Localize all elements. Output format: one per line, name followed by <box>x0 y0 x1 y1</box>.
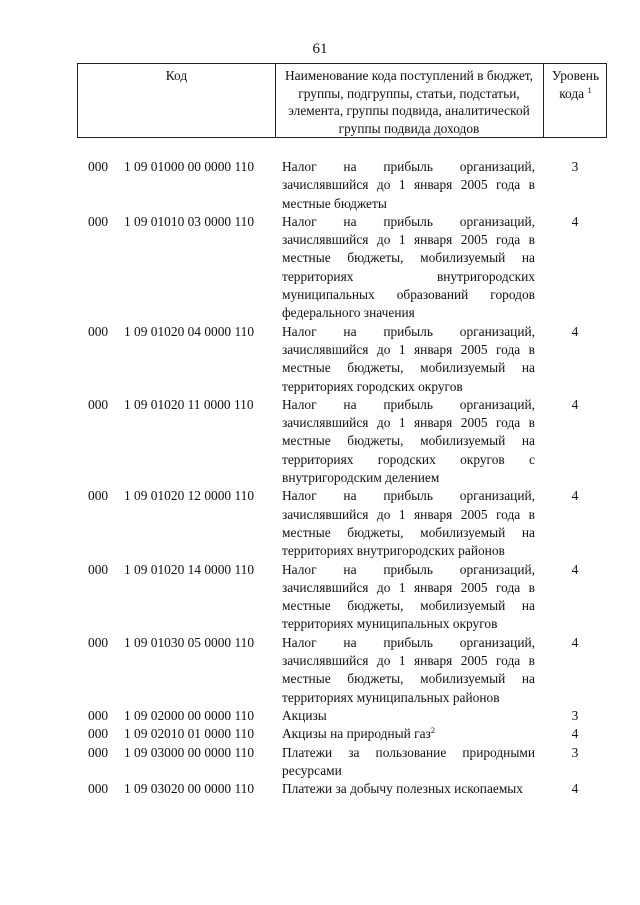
revenue-name: Налог на прибыль организаций, зачислявшийся до 1 января 2005 года в местные бюджеты, мобилизуемый на территориях внутригородских районов <box>282 488 535 559</box>
budget-code: 1 09 03000 00 0000 110 <box>124 744 255 760</box>
admin-code: 000 <box>88 323 109 339</box>
header-name: Наименование кода поступлений в бюджет, группы, подгруппы, статьи, подстатьи, элемента, группы подвида, аналитической группы подвида доходов <box>285 68 533 136</box>
table-row <box>0 744 640 781</box>
code-level: 3 <box>571 744 579 760</box>
budget-code: 1 09 02010 01 0000 110 <box>124 726 255 742</box>
admin-code: 000 <box>88 634 109 650</box>
table-row <box>0 487 640 560</box>
admin-code: 000 <box>88 726 109 742</box>
header-level-text: Уровень кода <box>551 68 600 101</box>
revenue-name <box>282 725 535 743</box>
budget-code: 1 09 01010 03 0000 110 <box>124 213 255 229</box>
admin-code: 000 <box>88 159 109 174</box>
revenue-name: Налог на прибыль организаций, зачислявшийся до 1 января 2005 года в местные бюджеты, мобилизуемый на территориях городских округов <box>282 323 535 394</box>
revenue-name: Налог на прибыль организаций, зачислявшийся до 1 января 2005 года в местные бюджеты, мобилизуемый на территориях городских округов с внутригородским делением <box>282 396 535 486</box>
table-header <box>77 63 607 138</box>
admin-code: 000 <box>88 781 109 797</box>
admin-code: 000 <box>88 213 109 229</box>
code-level: 4 <box>571 213 579 229</box>
budget-code: 1 09 01030 05 0000 110 <box>124 634 255 650</box>
budget-code: 1 09 01000 00 0000 110 <box>124 159 255 174</box>
table-row <box>0 396 640 487</box>
table-row <box>0 634 640 707</box>
table-body <box>0 158 640 798</box>
code-level: 4 <box>571 488 579 504</box>
header-code: Код <box>165 68 188 83</box>
revenue-name: Платежи за добычу полезных ископаемых <box>282 781 524 797</box>
revenue-name: Налог на прибыль организаций, зачислявшийся до 1 января 2005 года в местные бюджеты, мобилизуемый на территориях муниципальных районов <box>282 634 535 705</box>
footnote-marker: 1 <box>587 84 592 95</box>
table-row <box>0 158 640 213</box>
code-level: 4 <box>571 396 579 412</box>
code-level: 3 <box>571 707 579 723</box>
footnote-marker: 2 <box>430 725 436 736</box>
code-level: 4 <box>571 726 579 742</box>
budget-code: 1 09 01020 12 0000 110 <box>124 488 255 504</box>
code-level: 3 <box>571 159 579 174</box>
admin-code: 000 <box>88 744 109 760</box>
table-row <box>0 213 640 323</box>
budget-code: 1 09 01020 14 0000 110 <box>124 561 255 577</box>
code-level: 4 <box>571 634 579 650</box>
header-level <box>544 67 607 102</box>
revenue-name: Налог на прибыль организаций, зачислявшийся до 1 января 2005 года в местные бюджеты, мобилизуемый на территориях муниципальных округов <box>282 561 535 632</box>
admin-code: 000 <box>88 707 109 723</box>
revenue-name-text: Акцизы на природный газ <box>282 726 431 742</box>
table-row <box>0 780 640 798</box>
revenue-name: Налог на прибыль организаций, зачислявшийся до 1 января 2005 года в местные бюджеты, мобилизуемый на территориях внутригородских муниципальных образований городов федерального значения <box>282 213 535 321</box>
code-level: 4 <box>571 781 579 797</box>
table-row <box>0 323 640 396</box>
table-row <box>0 725 640 743</box>
budget-code: 1 09 03020 00 0000 110 <box>124 781 255 797</box>
page-number: 61 <box>312 41 328 57</box>
admin-code: 000 <box>88 488 109 504</box>
admin-code: 000 <box>88 561 109 577</box>
admin-code: 000 <box>88 396 109 412</box>
code-level: 4 <box>571 561 579 577</box>
budget-code: 1 09 01020 11 0000 110 <box>124 396 254 412</box>
table-row <box>0 561 640 634</box>
table-row <box>0 707 640 725</box>
budget-code: 1 09 02000 00 0000 110 <box>124 707 255 723</box>
code-level: 4 <box>571 323 579 339</box>
budget-code: 1 09 01020 04 0000 110 <box>124 323 255 339</box>
revenue-name: Платежи за пользование природными ресурсами <box>282 744 535 778</box>
revenue-name: Налог на прибыль организаций, зачислявшийся до 1 января 2005 года в местные бюджеты <box>282 159 535 211</box>
revenue-name: Акцизы <box>282 707 327 723</box>
